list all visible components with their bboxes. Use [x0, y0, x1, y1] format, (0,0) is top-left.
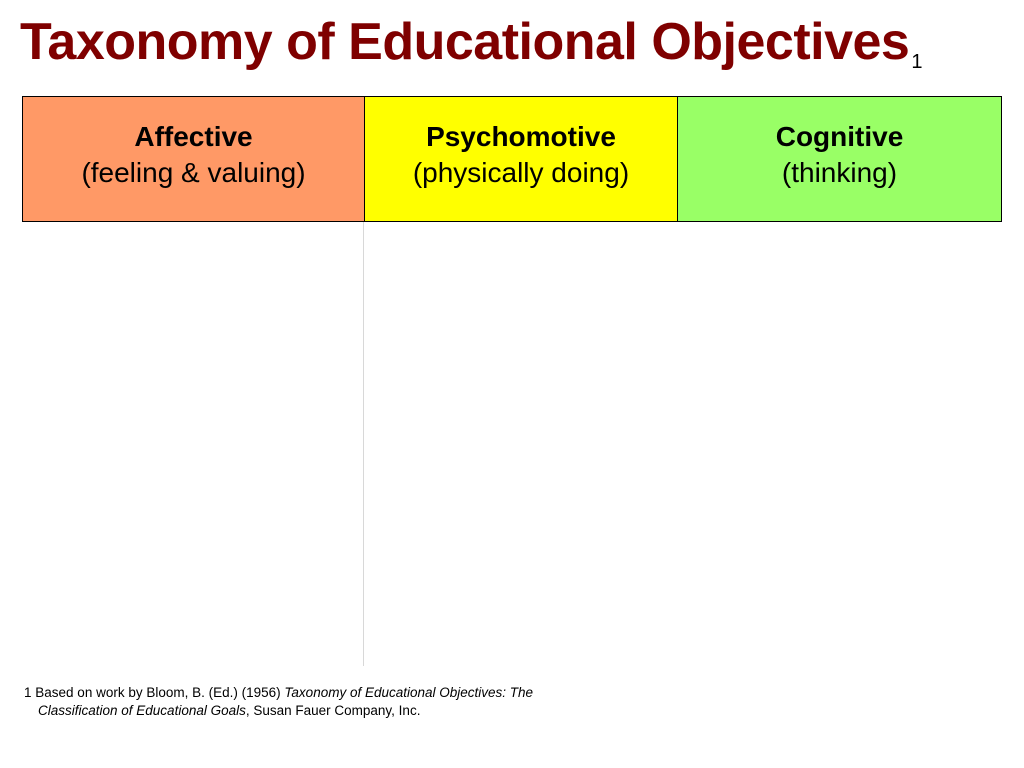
- column-affective: [23, 97, 364, 221]
- column-heading-affective: Affective: [134, 121, 253, 152]
- column-subheading-affective: (feeling & valuing): [81, 157, 306, 188]
- title-footnote-marker: 1: [911, 51, 922, 73]
- footnote-marker: 1: [24, 685, 32, 700]
- column-cognitive: [677, 97, 1001, 221]
- footnote-cited-title-part2: Classification of Educational Goals: [38, 703, 246, 718]
- footnote-cited-title-part1: Taxonomy of Educational Objectives: The: [284, 685, 534, 700]
- footnote-publisher: , Susan Fauer Company, Inc.: [245, 703, 421, 718]
- slide-title-text: Taxonomy of Educational Objectives: [20, 13, 910, 71]
- column-heading-cognitive: Cognitive: [775, 121, 904, 152]
- column-heading-psychomotive: Psychomotive: [426, 121, 616, 152]
- slide-title: [20, 12, 922, 72]
- footnote-second-line: [24, 702, 664, 720]
- column-subheading-psychomotive: (physically doing): [412, 157, 630, 188]
- footnote-text: Based on work by Bloom, B. (Ed.) (1956): [35, 685, 281, 700]
- taxonomy-header-table: [22, 96, 1002, 222]
- column-divider-line: [363, 222, 364, 666]
- column-psychomotive: [364, 97, 677, 221]
- column-subheading-cognitive: (thinking): [781, 157, 898, 188]
- footnote: [24, 684, 664, 720]
